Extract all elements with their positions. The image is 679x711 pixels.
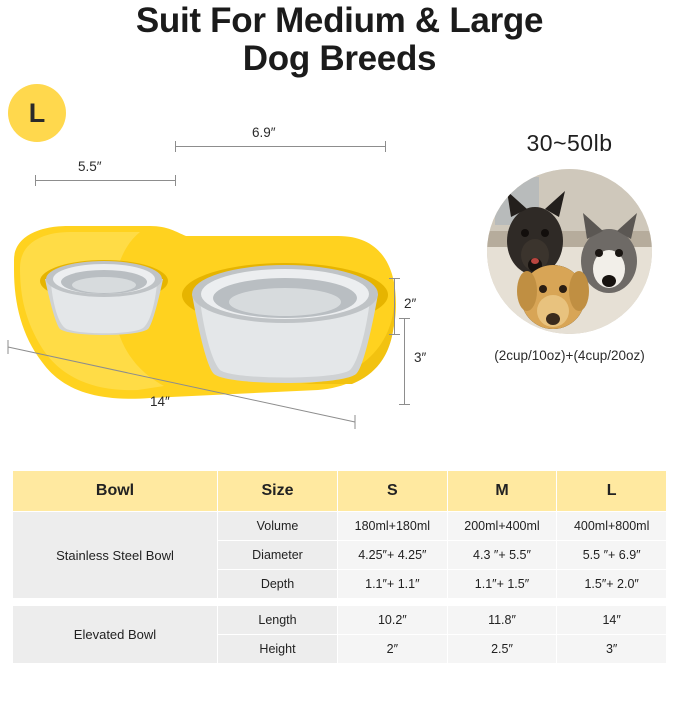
measure-tick-height-top	[399, 318, 410, 319]
group-label-stainless: Stainless Steel Bowl	[13, 512, 218, 599]
measure-tick-height-bottom	[399, 404, 410, 405]
dim-depth-label: 2″	[404, 296, 417, 311]
dog-photo-illustration	[487, 169, 652, 334]
weight-info-panel	[462, 130, 677, 363]
product-illustration	[0, 118, 460, 448]
measure-line-length	[0, 330, 400, 450]
cell-diameter-m: 4.3 ″+ 5.5″	[447, 541, 557, 570]
header-m: M	[447, 471, 557, 512]
header-l: L	[557, 471, 667, 512]
cell-volume-m: 200ml+400ml	[447, 512, 557, 541]
dim-large-bowl-label: 6.9″	[252, 125, 276, 140]
measure-line-height	[404, 318, 405, 404]
cell-height-s: 2″	[338, 635, 448, 664]
table-group-gap	[13, 599, 667, 606]
page-title	[0, 0, 679, 78]
page-title-line-2: Dog Breeds	[242, 38, 437, 78]
table-row	[13, 512, 667, 541]
row-name-length: Length	[218, 606, 338, 635]
cell-length-m: 11.8″	[447, 606, 557, 635]
row-name-depth: Depth	[218, 570, 338, 599]
cell-length-s: 10.2″	[338, 606, 448, 635]
table-row	[13, 606, 667, 635]
cell-depth-m: 1.1″+ 1.5″	[447, 570, 557, 599]
spec-table-body	[13, 512, 667, 664]
row-name-height: Height	[218, 635, 338, 664]
cell-volume-s: 180ml+180ml	[338, 512, 448, 541]
capacity-note: (2cup/10oz)+(4cup/20oz)	[494, 348, 645, 363]
cell-length-l: 14″	[557, 606, 667, 635]
header-s: S	[338, 471, 448, 512]
dim-height-label: 3″	[414, 350, 427, 365]
dim-small-bowl-label: 5.5″	[78, 159, 102, 174]
cell-diameter-s: 4.25″+ 4.25″	[338, 541, 448, 570]
header-bowl: Bowl	[13, 471, 218, 512]
header-size: Size	[218, 471, 338, 512]
cell-height-l: 3″	[557, 635, 667, 664]
table-header-row	[13, 471, 667, 512]
dog-photo	[487, 169, 652, 334]
measure-tick-depth-top	[389, 278, 400, 279]
size-badge-label: L	[28, 97, 46, 128]
row-name-volume: Volume	[218, 512, 338, 541]
cell-depth-s: 1.1″+ 1.1″	[338, 570, 448, 599]
cell-diameter-l: 5.5 ″+ 6.9″	[557, 541, 667, 570]
spec-table-head	[13, 471, 667, 512]
measure-line-depth	[394, 278, 395, 334]
cell-volume-l: 400ml+800ml	[557, 512, 667, 541]
spec-table	[12, 470, 667, 664]
row-name-diameter: Diameter	[218, 541, 338, 570]
dim-length-label: 14″	[150, 394, 170, 409]
cell-depth-l: 1.5″+ 2.0″	[557, 570, 667, 599]
group-label-elevated: Elevated Bowl	[13, 606, 218, 664]
page-title-line-1: Suit For Medium & Large	[135, 1, 544, 40]
cell-height-m: 2.5″	[447, 635, 557, 664]
weight-range-label: 30~50lb	[526, 130, 613, 156]
